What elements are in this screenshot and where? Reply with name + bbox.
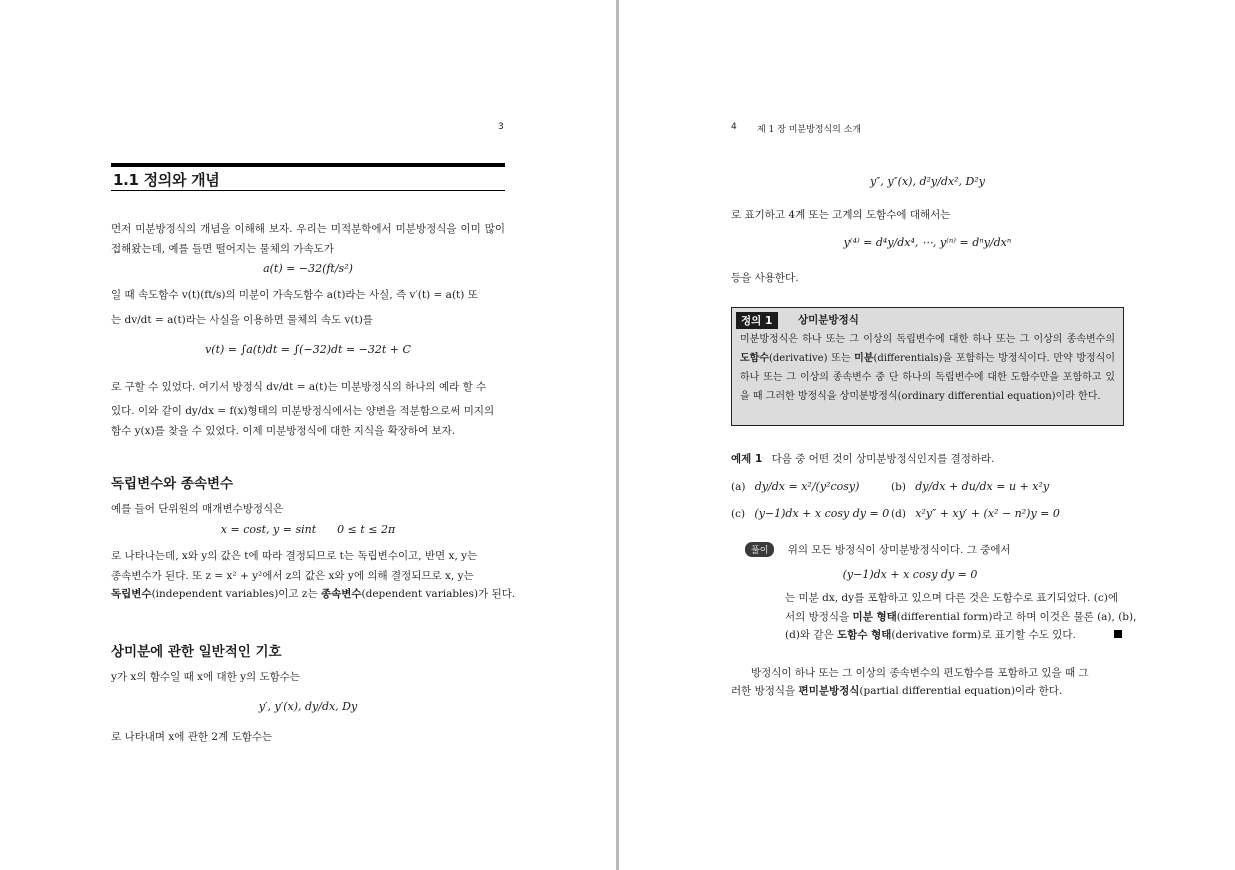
- paragraph-higher-order: 로 표기하고 4계 또는 고계의 도함수에 대해서는: [731, 209, 951, 221]
- paragraph-usage: 등을 사용한다.: [731, 272, 799, 284]
- subheading-notation: 상미분에 관한 일반적인 기호: [111, 644, 282, 660]
- item-label: (a): [731, 481, 746, 493]
- term-partial: 편미분방정식: [798, 685, 860, 697]
- text-span: (derivative form)로 표기할 수도 있다.: [891, 629, 1076, 641]
- item-label: (c): [731, 508, 746, 520]
- item-equation: (y−1)dx + x cosy dy = 0: [754, 507, 890, 520]
- equation-acceleration: a(t) = −32(ft/s²): [263, 262, 353, 275]
- example-heading: [731, 451, 994, 466]
- paragraph-partial-2: [731, 681, 1124, 701]
- paragraph-second-derivative: 로 나타내며 x에 관한 2계 도함수는: [111, 731, 273, 743]
- section-rule-thin: [111, 190, 505, 191]
- text-span: 러한 방정식을: [731, 685, 799, 697]
- solution-line-2: [785, 607, 1137, 627]
- equation-second-derivative: y″, y″(x), d²y/dx², D²y: [870, 175, 985, 188]
- paragraph-partial-1: 방정식이 하나 또는 그 이상의 종속변수의 편도함수를 포함하고 있을 때 그: [751, 667, 1089, 679]
- qed-icon: [1114, 630, 1122, 638]
- definition-text: [740, 330, 1115, 406]
- example-item-b: [891, 480, 1049, 493]
- chapter-header: 제 1 장 미분방정식의 소개: [757, 125, 862, 135]
- text-span: (dependent variables)가 된다.: [361, 588, 516, 600]
- item-label: (b): [891, 481, 906, 493]
- text-span: (d)와 같은: [785, 629, 838, 641]
- item-equation: x²y″ + xy′ + (x² − n²)y = 0: [915, 507, 1060, 520]
- example-item-d: [891, 507, 1060, 520]
- page-number-left: 3: [498, 122, 504, 132]
- paragraph-derivative: y가 x의 함수일 때 x에 대한 y의 도함수는: [111, 671, 301, 683]
- solution-line-1: 는 미분 dx, dy를 포함하고 있으며 다른 것은 도함수로 표기되었다. (c)에: [785, 592, 1118, 604]
- paragraph-example-2: 있다. 이와 같이 dy/dx = f(x)형태의 미분방정식에서는 양변을 적분함으로써 미지의: [111, 405, 495, 417]
- paragraph-dependent-3: [111, 584, 516, 604]
- term-derivative-form: 도함수 형태: [837, 629, 892, 641]
- paragraph-dependent-2: 종속변수가 된다. 또 z = x² + y²에서 z의 값은 x와 y에 의해 결정되므로 x, y는: [111, 570, 474, 582]
- equation-first-derivative: y′, y′(x), dy/dx, Dy: [258, 700, 358, 713]
- example-item-c: [731, 507, 889, 520]
- paragraph-unit-circle: 예를 들어 단위원의 매개변수방정식은: [111, 503, 284, 515]
- example-text: 다음 중 어떤 것이 상미분방정식인지를 결정하라.: [771, 453, 995, 465]
- solution-badge: 풀이: [745, 542, 774, 557]
- text-span: (differentials)을 포함하는 방정식이다. 만약 방정식이 하나 또는 그 이상의 종속변수 중 단 하나의 독립변수에 대한 도함수만을 포함하고 있을 때 그러한 방정식을 상미분방정식(ordinary differential equation)이라 한다.: [740, 353, 1115, 402]
- term-independent: 독립변수: [111, 588, 152, 600]
- paragraph-intro: 먼저 미분방정식의 개념을 이해해 보자. 우리는 미적분학에서 미분방정식을 이미 많이 접해왔는데, 예를 들면 떨어지는 물체의 가속도가: [111, 223, 505, 255]
- text-span: 미분방정식은 하나 또는 그 이상의 독립변수에 대한 하나 또는 그 이상의 종속변수의: [740, 334, 1115, 345]
- example-label: 예제 1: [731, 453, 763, 465]
- equation-integral: v(t) = ∫a(t)dt = ∫(−32)dt = −32t + C: [205, 343, 411, 356]
- equation-nth-derivative: y⁽⁴⁾ = d⁴y/dx⁴, ⋯, y⁽ⁿ⁾ = dⁿy/dxⁿ: [843, 236, 1012, 249]
- paragraph-velocity-2: 는 dv/dt = a(t)라는 사실을 이용하면 물체의 속도 v(t)를: [111, 314, 373, 326]
- item-label: (d): [891, 508, 906, 520]
- definition-tag: 정의 1: [736, 312, 778, 329]
- term-differential-form: 미분 형태: [852, 611, 897, 623]
- definition-title: 상미분방정식: [798, 314, 859, 326]
- example-item-a: [731, 480, 859, 493]
- text-span: 서의 방정식을: [785, 611, 853, 623]
- definition-box: [731, 307, 1124, 426]
- term-dependent: 종속변수: [320, 588, 362, 600]
- section-title: 1.1 정의와 개념: [113, 171, 220, 189]
- term-differential: 미분: [854, 353, 874, 364]
- text-span: (independent variables)이고 z는: [151, 588, 321, 600]
- solution-line-3: [785, 625, 1124, 645]
- text-span: (derivative) 또는: [768, 353, 855, 364]
- page-number-right: 4: [731, 122, 737, 132]
- paragraph-example-3: 함수 y(x)를 찾을 수 있었다. 이제 미분방정식에 대한 지식을 확장하여 보자.: [111, 425, 456, 437]
- solution-equation: (y−1)dx + x cosy dy = 0: [842, 568, 978, 581]
- subheading-variables: 독립변수와 종속변수: [111, 476, 234, 492]
- section-rule-thick: [111, 163, 505, 167]
- item-equation: dy/dx + du/dx = u + x²y: [915, 480, 1050, 493]
- solution-text: 위의 모든 방정식이 상미분방정식이다. 그 중에서: [787, 544, 1011, 556]
- text-span: (differential form)라고 하며 이것은 물론 (a), (b),: [896, 611, 1137, 623]
- paragraph-example-1: 로 구할 수 있었다. 여기서 방정식 dv/dt = a(t)는 미분방정식의 하나의 예라 할 수: [111, 381, 487, 393]
- text-span: (partial differential equation)이라 한다.: [859, 685, 1063, 697]
- item-equation: dy/dx = x²/(y²cosy): [754, 480, 860, 493]
- term-derivative: 도함수: [740, 353, 769, 364]
- right-page: [619, 0, 1235, 870]
- paragraph-velocity-1: 일 때 속도함수 v(t)(ft/s)의 미분이 가속도함수 a(t)라는 사실, 즉 v′(t) = a(t) 또: [111, 289, 478, 301]
- solution-heading: [745, 542, 1011, 557]
- equation-parametric: x = cost, y = sint 0 ≤ t ≤ 2π: [220, 523, 396, 536]
- paragraph-dependent-1: 로 나타나는데, x와 y의 값은 t에 따라 결정되므로 t는 독립변수이고, 반면 x, y는: [111, 550, 478, 562]
